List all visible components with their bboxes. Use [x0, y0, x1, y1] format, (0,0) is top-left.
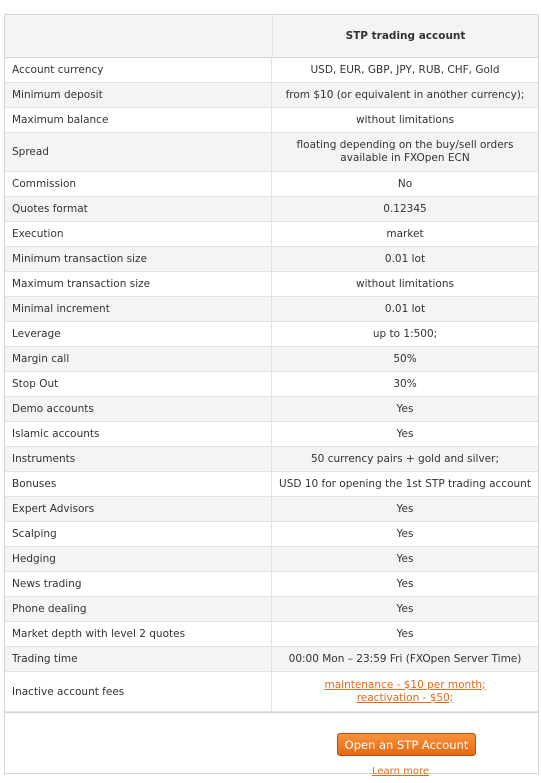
row-label: Commission [5, 172, 272, 196]
row-label: Execution [5, 222, 272, 246]
table-row [5, 322, 538, 347]
table-row [5, 497, 538, 522]
table-row [5, 522, 538, 547]
table-row [5, 647, 538, 672]
row-value: 30% [393, 377, 417, 390]
row-value: 50% [393, 352, 417, 365]
table-row [5, 222, 538, 247]
row-label: Minimum transaction size [5, 247, 272, 271]
row-label: Minimal increment [5, 297, 272, 321]
table-row [5, 58, 538, 83]
table-body [5, 58, 538, 712]
row-label: Maximum balance [5, 108, 272, 132]
row-label: Leverage [5, 322, 272, 346]
table-footer [5, 712, 538, 783]
row-value: 50 currency pairs + gold and silver; [311, 452, 499, 465]
row-label: Market depth with level 2 quotes [5, 622, 272, 646]
table-row [5, 133, 538, 172]
row-value: Yes [396, 527, 414, 540]
learn-more-link[interactable]: Learn more [372, 766, 430, 777]
table-row [5, 83, 538, 108]
row-label: Spread [5, 133, 272, 171]
row-value [272, 672, 538, 711]
row-label: Quotes format [5, 197, 272, 221]
row-value: USD 10 for opening the 1st STP trading account [279, 477, 531, 490]
open-stp-account-button[interactable]: Open an STP Account [337, 733, 476, 756]
table-row [5, 447, 538, 472]
row-value: market [386, 227, 424, 240]
row-value: 0.01 lot [384, 302, 426, 315]
account-comparison-table [4, 14, 539, 777]
row-label: Hedging [5, 547, 272, 571]
table-row [5, 108, 538, 133]
table-row [5, 622, 538, 647]
table-row [5, 472, 538, 497]
fees-links [324, 679, 485, 705]
row-label: Maximum transaction size [5, 272, 272, 296]
table-row [5, 297, 538, 322]
table-row [5, 422, 538, 447]
row-value: from $10 (or equivalent in another currency); [285, 88, 525, 101]
table-row [5, 247, 538, 272]
row-value: No [397, 177, 413, 190]
row-value: floating depending on the buy/sell orders available in FXOpen ECN [296, 139, 514, 164]
row-value: without limitations [356, 277, 454, 290]
table-row [5, 597, 538, 622]
table-row [5, 397, 538, 422]
row-value: up to 1:500; [372, 327, 438, 340]
table-row-fees [5, 672, 538, 712]
row-value: Yes [396, 552, 414, 565]
table-header [5, 15, 538, 58]
row-value: without limitations [356, 113, 454, 126]
row-label: Islamic accounts [5, 422, 272, 446]
row-value: Yes [396, 577, 414, 590]
table-row [5, 272, 538, 297]
row-value: Yes [396, 427, 414, 440]
row-value: Yes [396, 502, 414, 515]
header-blank-cell [5, 15, 273, 57]
row-label: Demo accounts [5, 397, 272, 421]
reactivation-fee-link[interactable]: reactivation - $50; [356, 691, 454, 704]
row-label: Trading time [5, 647, 272, 671]
row-value: Yes [396, 402, 414, 415]
row-label: Scalping [5, 522, 272, 546]
table-row [5, 372, 538, 397]
table-row [5, 547, 538, 572]
row-label: News trading [5, 572, 272, 596]
table-row [5, 572, 538, 597]
row-label: Inactive account fees [5, 672, 272, 711]
row-label: Instruments [5, 447, 272, 471]
table-row [5, 197, 538, 222]
column-title-stp: STP trading account [345, 30, 466, 42]
row-label: Margin call [5, 347, 272, 371]
row-value: 0.01 lot [384, 252, 426, 265]
row-label: Minimum deposit [5, 83, 272, 107]
row-value: 0.12345 [383, 202, 427, 215]
row-label: Phone dealing [5, 597, 272, 621]
row-label: Bonuses [5, 472, 272, 496]
row-value: USD, EUR, GBP, JPY, RUB, CHF, Gold [310, 63, 500, 76]
row-value: 00:00 Mon – 23:59 Fri (FXOpen Server Time) [288, 652, 522, 665]
row-label: Account currency [5, 58, 272, 82]
maintenance-fee-link[interactable]: maintenance - $10 per month; [324, 678, 486, 691]
row-label: Stop Out [5, 372, 272, 396]
row-value: Yes [396, 627, 414, 640]
table-row [5, 172, 538, 197]
row-label: Expert Advisors [5, 497, 272, 521]
row-value: Yes [396, 602, 414, 615]
table-row [5, 347, 538, 372]
